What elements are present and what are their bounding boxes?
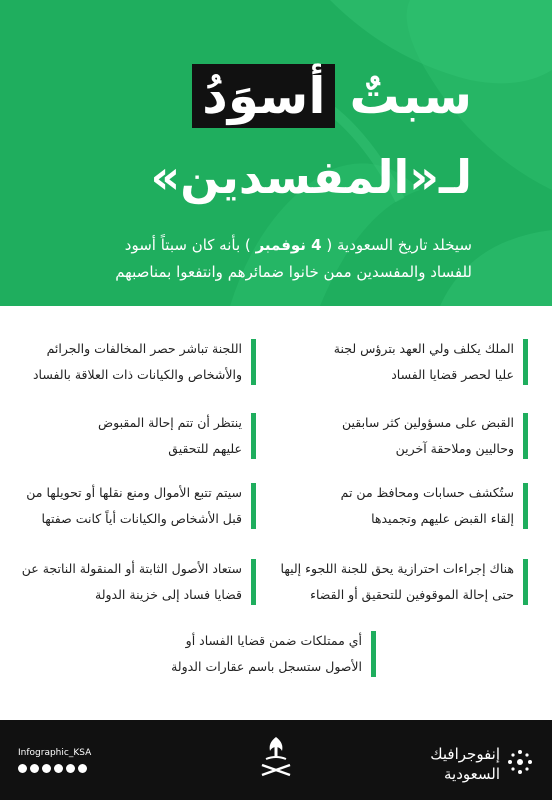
fact-accent-bar <box>251 339 256 385</box>
fact-accent-bar <box>523 413 528 459</box>
fact-line-2: عليا لحصر قضايا الفساد <box>391 367 514 382</box>
title-line-2: لـ«المفسدين» <box>150 150 472 204</box>
fact-accent-bar <box>371 631 376 677</box>
fact-line-2: حتى إحالة الموقوفين للتحقيق أو القضاء <box>310 587 514 602</box>
subtitle <box>52 232 472 286</box>
fact-item-1 <box>334 336 514 388</box>
fact-line-1: القبض على مسؤولين كثر سابقين <box>341 415 514 430</box>
fact-line-2: والأشخاص والكيانات ذات العلاقة بالفساد <box>32 367 242 382</box>
subtitle-part-1: سيخلد تاريخ السعودية ( <box>326 236 472 254</box>
brand-line-2: السعودية <box>443 765 500 783</box>
facebook-icon[interactable] <box>42 764 51 773</box>
telegram-icon[interactable] <box>78 764 87 773</box>
fact-item-9 <box>171 628 362 680</box>
fact-line-2: عليهم للتحقيق <box>168 441 242 456</box>
social-handle[interactable]: Infographic_KSA <box>18 748 92 758</box>
subtitle-line-2: للفساد والمفسدين ممن خانوا ضمائرهم وانتفعوا بمناصبهم <box>115 263 472 281</box>
infographic-logo-icon <box>506 748 534 776</box>
fact-item-7 <box>281 556 514 608</box>
fact-item-8 <box>22 556 242 608</box>
fact-line-2: إلقاء القبض عليهم وتجميدها <box>371 511 514 526</box>
fact-accent-bar <box>251 413 256 459</box>
fact-line-1: سيتم تتبع الأموال ومنع نقلها أو تحويلها من <box>26 485 242 500</box>
fact-item-5 <box>341 480 514 532</box>
facts-grid <box>0 330 552 710</box>
fact-line-1: ستعاد الأصول الثابتة أو المنقولة الناتجة عن <box>21 561 242 576</box>
fact-line-2: وحاليين وملاحقة آخرين <box>395 441 514 456</box>
fact-line-1: هناك إجراءات احترازية يحق للجنة اللجوء إليها <box>280 561 514 576</box>
fact-accent-bar <box>523 339 528 385</box>
social-icons <box>18 764 87 773</box>
fact-line-1: ينتظر أن تتم إحالة المقبوض <box>98 415 242 430</box>
fact-accent-bar <box>523 483 528 529</box>
subtitle-date: 4 نوفمبر <box>255 236 322 254</box>
subtitle-line-1 <box>52 232 472 259</box>
fact-accent-bar <box>251 559 256 605</box>
youtube-icon[interactable] <box>54 764 63 773</box>
brand-name <box>430 744 500 784</box>
twitter-icon[interactable] <box>18 764 27 773</box>
saudi-emblem-icon <box>258 735 294 781</box>
fact-accent-bar <box>251 483 256 529</box>
brand-line-1: إنفوجرافيك <box>430 745 500 763</box>
instagram-icon[interactable] <box>30 764 39 773</box>
fact-line-2: الأصول ستسجل باسم عقارات الدولة <box>171 659 362 674</box>
fact-line-1: اللجنة تباشر حصر المخالفات والجرائم <box>46 341 242 356</box>
fact-line-2: قبل الأشخاص والكيانات أياً كانت صفتها <box>41 511 242 526</box>
fact-accent-bar <box>523 559 528 605</box>
fact-line-2: قضايا فساد إلى خزينة الدولة <box>95 587 242 602</box>
title-word-2-highlight: أسوَدُ <box>192 64 335 128</box>
fact-item-4 <box>98 410 242 462</box>
title-line-1 <box>192 58 472 134</box>
hero-banner <box>0 0 552 306</box>
snapchat-icon[interactable] <box>66 764 75 773</box>
fact-item-3 <box>342 410 514 462</box>
title-word-1: سبتٌ <box>349 67 472 125</box>
fact-item-2 <box>33 336 242 388</box>
subtitle-part-2: ) بأنه كان سبتاً أسود <box>124 236 251 254</box>
fact-line-1: الملك يكلف ولي العهد بترؤس لجنة <box>333 341 514 356</box>
fact-line-1: ستُكشف حسابات ومحافظ من تم <box>340 485 514 500</box>
fact-line-1: أي ممتلكات ضمن قضايا الفساد أو <box>185 633 362 648</box>
fact-item-6 <box>26 480 242 532</box>
